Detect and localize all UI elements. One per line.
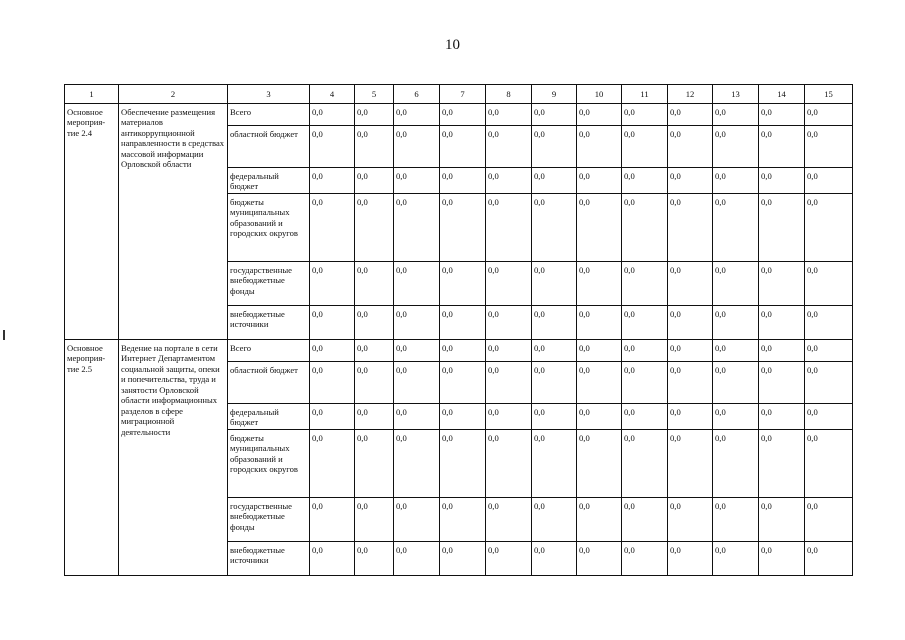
value-cell: 0,0 — [532, 168, 577, 194]
value-cell: 0,0 — [310, 404, 355, 430]
funding-source: государственные внебюджетные фонды — [228, 498, 310, 542]
value-cell: 0,0 — [759, 126, 805, 168]
table-row — [65, 104, 853, 126]
column-header: 4 — [310, 85, 355, 104]
value-cell: 0,0 — [486, 542, 532, 576]
value-cell: 0,0 — [622, 306, 668, 340]
funding-source: федеральный бюджет — [228, 168, 310, 194]
value-cell: 0,0 — [577, 168, 622, 194]
value-cell: 0,0 — [394, 168, 440, 194]
value-cell: 0,0 — [532, 498, 577, 542]
value-cell: 0,0 — [668, 340, 713, 362]
value-cell: 0,0 — [577, 340, 622, 362]
activity-code: Основное мероприя-тие 2.4 — [65, 104, 119, 340]
value-cell: 0,0 — [486, 340, 532, 362]
value-cell: 0,0 — [577, 126, 622, 168]
value-cell: 0,0 — [713, 168, 759, 194]
value-cell: 0,0 — [759, 262, 805, 306]
value-cell: 0,0 — [355, 306, 394, 340]
value-cell: 0,0 — [622, 262, 668, 306]
funding-source: федеральный бюджет — [228, 404, 310, 430]
value-cell: 0,0 — [668, 542, 713, 576]
value-cell: 0,0 — [394, 306, 440, 340]
value-cell: 0,0 — [713, 340, 759, 362]
value-cell: 0,0 — [622, 340, 668, 362]
value-cell: 0,0 — [668, 404, 713, 430]
activity-code: Основное мероприя-тие 2.5 — [65, 340, 119, 576]
value-cell: 0,0 — [713, 104, 759, 126]
value-cell: 0,0 — [532, 362, 577, 404]
value-cell: 0,0 — [486, 168, 532, 194]
value-cell: 0,0 — [713, 306, 759, 340]
column-header: 2 — [119, 85, 228, 104]
value-cell: 0,0 — [622, 430, 668, 498]
value-cell: 0,0 — [759, 306, 805, 340]
value-cell: 0,0 — [355, 104, 394, 126]
value-cell: 0,0 — [759, 498, 805, 542]
funding-source: областной бюджет — [228, 126, 310, 168]
value-cell: 0,0 — [532, 340, 577, 362]
value-cell: 0,0 — [713, 430, 759, 498]
value-cell: 0,0 — [622, 498, 668, 542]
value-cell: 0,0 — [577, 362, 622, 404]
column-header: 14 — [759, 85, 805, 104]
value-cell: 0,0 — [532, 542, 577, 576]
funding-source: Всего — [228, 104, 310, 126]
page-number: 10 — [445, 37, 460, 53]
value-cell: 0,0 — [440, 104, 486, 126]
value-cell: 0,0 — [577, 430, 622, 498]
value-cell: 0,0 — [486, 430, 532, 498]
margin-mark — [3, 330, 5, 340]
value-cell: 0,0 — [486, 262, 532, 306]
column-header: 10 — [577, 85, 622, 104]
value-cell: 0,0 — [310, 306, 355, 340]
value-cell: 0,0 — [713, 126, 759, 168]
value-cell: 0,0 — [394, 404, 440, 430]
value-cell: 0,0 — [668, 262, 713, 306]
value-cell: 0,0 — [759, 168, 805, 194]
column-header: 11 — [622, 85, 668, 104]
value-cell: 0,0 — [355, 362, 394, 404]
value-cell: 0,0 — [310, 104, 355, 126]
value-cell: 0,0 — [355, 430, 394, 498]
activity-description: Ведение на портале в сети Интернет Департаментом социальной защиты, опеки и попечительства, труда и занятости Орловской области информационных разделов в сфере миграционной деятельности — [119, 340, 228, 576]
value-cell: 0,0 — [440, 126, 486, 168]
value-cell: 0,0 — [713, 262, 759, 306]
value-cell: 0,0 — [805, 126, 853, 168]
value-cell: 0,0 — [532, 430, 577, 498]
value-cell: 0,0 — [394, 430, 440, 498]
column-header: 7 — [440, 85, 486, 104]
value-cell: 0,0 — [440, 194, 486, 262]
value-cell: 0,0 — [440, 542, 486, 576]
value-cell: 0,0 — [668, 306, 713, 340]
value-cell: 0,0 — [759, 104, 805, 126]
column-header: 12 — [668, 85, 713, 104]
value-cell: 0,0 — [622, 404, 668, 430]
value-cell: 0,0 — [355, 498, 394, 542]
value-cell: 0,0 — [394, 126, 440, 168]
value-cell: 0,0 — [532, 404, 577, 430]
funding-source: внебюджетные источники — [228, 542, 310, 576]
value-cell: 0,0 — [486, 194, 532, 262]
value-cell: 0,0 — [394, 362, 440, 404]
value-cell: 0,0 — [394, 194, 440, 262]
value-cell: 0,0 — [440, 404, 486, 430]
column-header: 1 — [65, 85, 119, 104]
funding-source: бюджеты муниципальных образований и городских округов — [228, 430, 310, 498]
value-cell: 0,0 — [486, 404, 532, 430]
value-cell: 0,0 — [668, 126, 713, 168]
value-cell: 0,0 — [440, 262, 486, 306]
value-cell: 0,0 — [394, 542, 440, 576]
value-cell: 0,0 — [622, 542, 668, 576]
table-row — [65, 340, 853, 362]
value-cell: 0,0 — [486, 498, 532, 542]
value-cell: 0,0 — [759, 404, 805, 430]
value-cell: 0,0 — [668, 498, 713, 542]
value-cell: 0,0 — [355, 404, 394, 430]
value-cell: 0,0 — [532, 262, 577, 306]
funding-source: государственные внебюджетные фонды — [228, 262, 310, 306]
value-cell: 0,0 — [355, 126, 394, 168]
value-cell: 0,0 — [668, 104, 713, 126]
value-cell: 0,0 — [668, 194, 713, 262]
value-cell: 0,0 — [577, 404, 622, 430]
value-cell: 0,0 — [577, 262, 622, 306]
value-cell: 0,0 — [713, 404, 759, 430]
value-cell: 0,0 — [805, 542, 853, 576]
value-cell: 0,0 — [622, 362, 668, 404]
value-cell: 0,0 — [394, 340, 440, 362]
value-cell: 0,0 — [622, 194, 668, 262]
value-cell: 0,0 — [805, 430, 853, 498]
value-cell: 0,0 — [805, 498, 853, 542]
value-cell: 0,0 — [355, 262, 394, 306]
value-cell: 0,0 — [622, 104, 668, 126]
value-cell: 0,0 — [486, 362, 532, 404]
value-cell: 0,0 — [668, 168, 713, 194]
value-cell: 0,0 — [668, 362, 713, 404]
value-cell: 0,0 — [310, 194, 355, 262]
funding-source: Всего — [228, 340, 310, 362]
value-cell: 0,0 — [759, 340, 805, 362]
value-cell: 0,0 — [532, 194, 577, 262]
value-cell: 0,0 — [440, 306, 486, 340]
value-cell: 0,0 — [532, 126, 577, 168]
value-cell: 0,0 — [713, 194, 759, 262]
value-cell: 0,0 — [577, 498, 622, 542]
value-cell: 0,0 — [805, 194, 853, 262]
value-cell: 0,0 — [394, 104, 440, 126]
value-cell: 0,0 — [440, 362, 486, 404]
value-cell: 0,0 — [440, 498, 486, 542]
value-cell: 0,0 — [355, 340, 394, 362]
value-cell: 0,0 — [622, 126, 668, 168]
value-cell: 0,0 — [713, 542, 759, 576]
value-cell: 0,0 — [577, 194, 622, 262]
value-cell: 0,0 — [440, 340, 486, 362]
value-cell: 0,0 — [759, 542, 805, 576]
value-cell: 0,0 — [577, 542, 622, 576]
funding-source: областной бюджет — [228, 362, 310, 404]
value-cell: 0,0 — [310, 262, 355, 306]
value-cell: 0,0 — [622, 168, 668, 194]
value-cell: 0,0 — [310, 542, 355, 576]
value-cell: 0,0 — [440, 168, 486, 194]
value-cell: 0,0 — [310, 362, 355, 404]
value-cell: 0,0 — [759, 194, 805, 262]
value-cell: 0,0 — [355, 542, 394, 576]
value-cell: 0,0 — [532, 306, 577, 340]
value-cell: 0,0 — [805, 362, 853, 404]
header-row — [65, 85, 853, 104]
column-header: 15 — [805, 85, 853, 104]
value-cell: 0,0 — [805, 104, 853, 126]
value-cell: 0,0 — [805, 168, 853, 194]
value-cell: 0,0 — [310, 340, 355, 362]
value-cell: 0,0 — [486, 126, 532, 168]
column-header: 9 — [532, 85, 577, 104]
funding-source: внебюджетные источники — [228, 306, 310, 340]
value-cell: 0,0 — [440, 430, 486, 498]
value-cell: 0,0 — [805, 404, 853, 430]
value-cell: 0,0 — [310, 498, 355, 542]
column-header: 3 — [228, 85, 310, 104]
value-cell: 0,0 — [355, 168, 394, 194]
activity-description: Обеспечение размещения материалов антикоррупционной направленности в средствах массовой информации Орловской области — [119, 104, 228, 340]
value-cell: 0,0 — [713, 362, 759, 404]
value-cell: 0,0 — [577, 306, 622, 340]
value-cell: 0,0 — [310, 168, 355, 194]
value-cell: 0,0 — [805, 340, 853, 362]
column-header: 6 — [394, 85, 440, 104]
value-cell: 0,0 — [394, 262, 440, 306]
funding-source: бюджеты муниципальных образований и городских округов — [228, 194, 310, 262]
value-cell: 0,0 — [577, 104, 622, 126]
value-cell: 0,0 — [486, 104, 532, 126]
value-cell: 0,0 — [805, 306, 853, 340]
value-cell: 0,0 — [355, 194, 394, 262]
funding-table — [64, 84, 853, 576]
column-header: 13 — [713, 85, 759, 104]
value-cell: 0,0 — [759, 430, 805, 498]
column-header: 8 — [486, 85, 532, 104]
value-cell: 0,0 — [713, 498, 759, 542]
value-cell: 0,0 — [310, 430, 355, 498]
value-cell: 0,0 — [394, 498, 440, 542]
value-cell: 0,0 — [486, 306, 532, 340]
value-cell: 0,0 — [805, 262, 853, 306]
value-cell: 0,0 — [759, 362, 805, 404]
value-cell: 0,0 — [668, 430, 713, 498]
value-cell: 0,0 — [310, 126, 355, 168]
column-header: 5 — [355, 85, 394, 104]
value-cell: 0,0 — [532, 104, 577, 126]
